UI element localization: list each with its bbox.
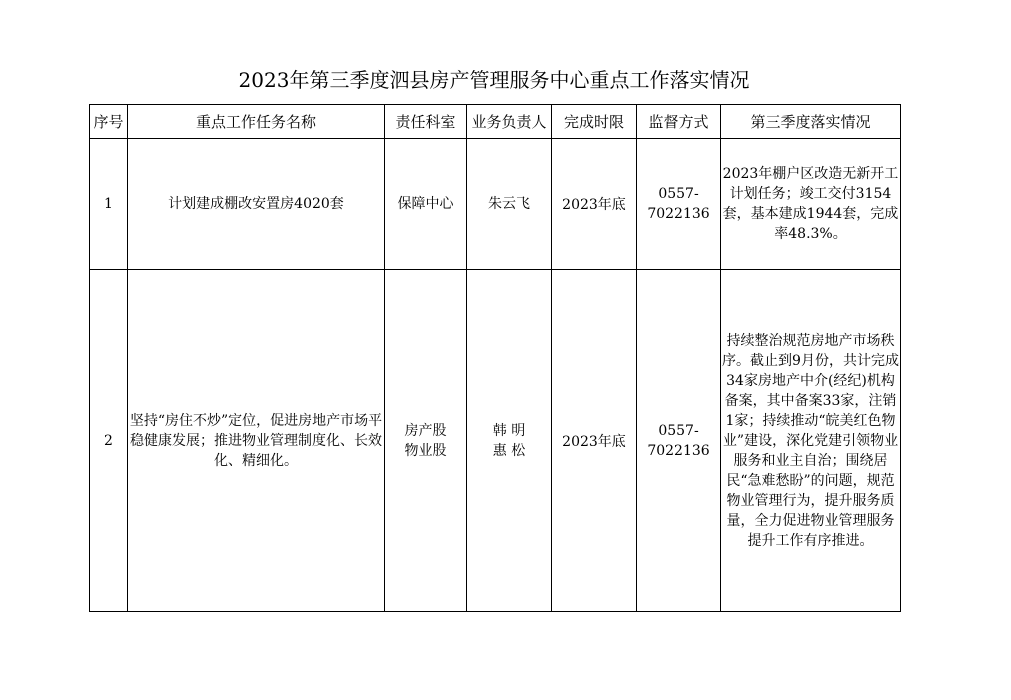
row-index: 1 bbox=[90, 139, 128, 270]
table-row bbox=[90, 270, 901, 612]
header-status: 第三季度落实情况 bbox=[721, 105, 901, 139]
row-index: 2 bbox=[90, 270, 128, 612]
header-row bbox=[90, 105, 901, 139]
row-department bbox=[385, 139, 467, 270]
row-supervision bbox=[637, 139, 721, 270]
owner-line: 惠 松 bbox=[492, 442, 526, 459]
department-line: 保障中心 bbox=[397, 196, 454, 212]
row-department bbox=[385, 270, 467, 612]
header-deadline: 完成时限 bbox=[552, 105, 637, 139]
phone-line: 0557- bbox=[658, 422, 699, 439]
header-department: 责任科室 bbox=[385, 105, 467, 139]
row-owner bbox=[467, 270, 552, 612]
row-status: 持续整治规范房地产市场秩序。截止到9月份，共计完成34家房地产中介(经纪)机构备案，其中备案33家，注销1家；持续推动“皖美红色物业”建设，深化党建引领物业服务和业主自治；围绕居民“急难愁盼”的问题，规范物业管理行为，提升服务质量，全力促进物业管理服务提升工作有序推进。 bbox=[721, 270, 901, 612]
page-title: 2023年第三季度泗县房产管理服务中心重点工作落实情况 bbox=[238, 68, 750, 92]
task-text: 计划建成棚改安置房4020套 bbox=[168, 196, 344, 212]
row-supervision bbox=[637, 270, 721, 612]
phone-line: 7022136 bbox=[647, 206, 710, 222]
row-deadline: 2023年底 bbox=[552, 270, 637, 612]
phone-line: 7022136 bbox=[647, 442, 710, 459]
row-owner bbox=[467, 139, 552, 270]
header-supervision: 监督方式 bbox=[637, 105, 721, 139]
header-index: 序号 bbox=[90, 105, 128, 139]
work-table bbox=[89, 104, 901, 612]
row-status: 2023年棚户区改造无新开工计划任务；竣工交付3154套，基本建成1944套，完成率48.3%。 bbox=[721, 139, 901, 270]
row-task bbox=[128, 139, 385, 270]
phone-line: 0557- bbox=[658, 186, 699, 202]
header-task: 重点工作任务名称 bbox=[128, 105, 385, 139]
table-row bbox=[90, 139, 901, 270]
header-owner: 业务负责人 bbox=[467, 105, 552, 139]
row-deadline: 2023年底 bbox=[552, 139, 637, 270]
owner-line: 韩 明 bbox=[492, 422, 526, 439]
department-line: 房产股 bbox=[404, 422, 447, 439]
department-line: 物业股 bbox=[404, 442, 447, 459]
owner-line: 朱云飞 bbox=[488, 196, 530, 212]
task-text: 坚持“房住不炒”定位，促进房地产市场平稳健康发展；推进物业管理制度化、长效化、精细化。 bbox=[129, 412, 383, 469]
row-task bbox=[128, 270, 385, 612]
